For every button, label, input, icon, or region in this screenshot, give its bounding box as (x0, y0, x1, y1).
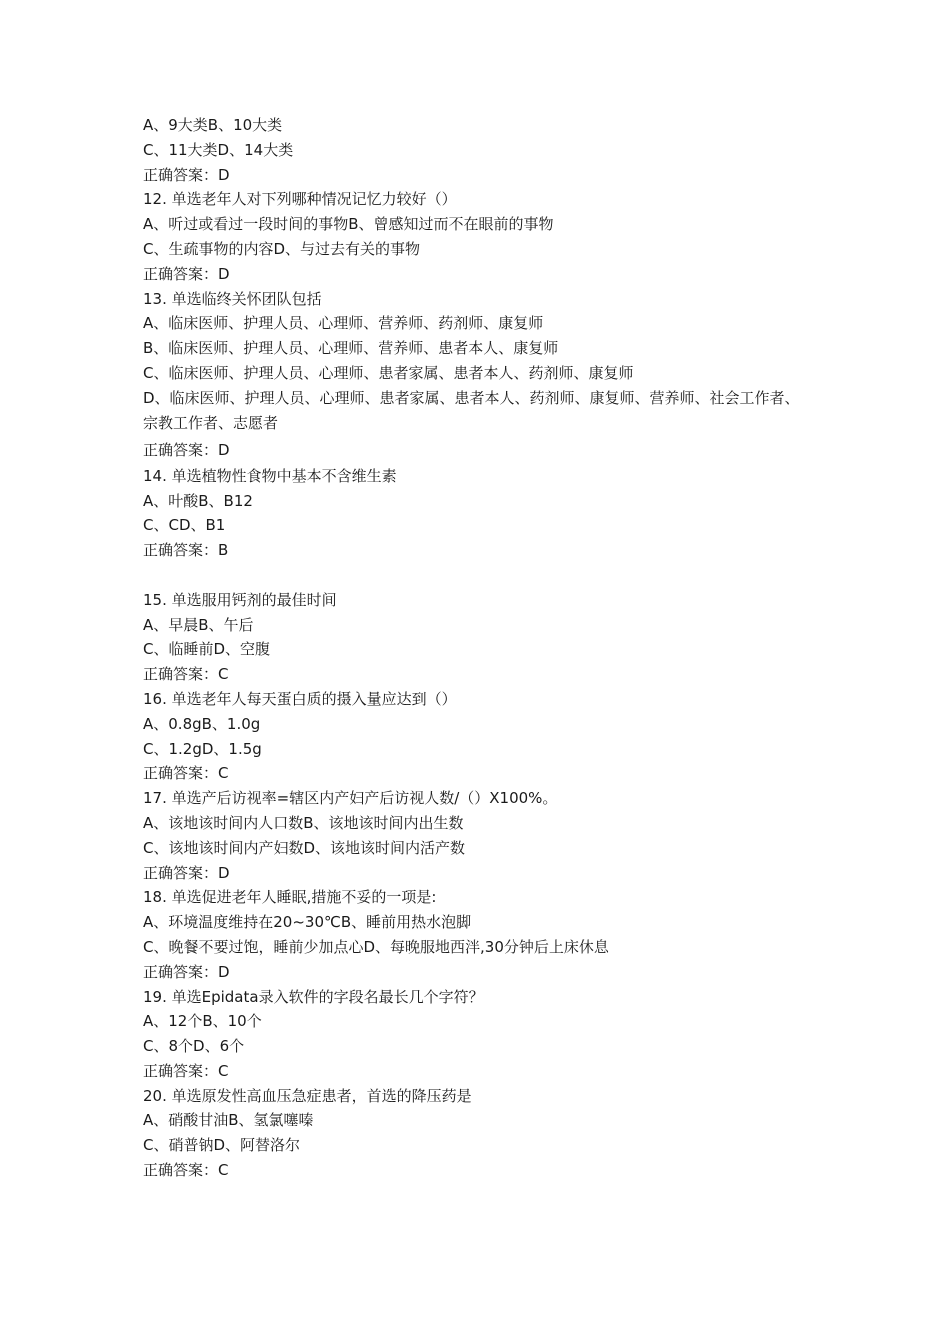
option-line: A、叶酸B、B12 (143, 491, 253, 510)
option-line: C、8个D、6个 (143, 1037, 245, 1056)
answer-line: 正确答案：D (143, 863, 230, 882)
option-line: A、9大类B、10大类 (143, 116, 283, 134)
question-13: 13. 单选临终关怀团队包括 (143, 289, 322, 308)
answer-line: 正确答案：D (143, 962, 230, 981)
question-14: 14. 单选植物性食物中基本不含维生素 (143, 466, 397, 485)
question-16: 16. 单选老年人每天蛋白质的摄入量应达到（） (143, 689, 457, 708)
option-line: C、1.2gD、1.5g (143, 739, 262, 758)
option-line: A、硝酸甘油B、氢氯噻嗪 (143, 1111, 314, 1130)
option-line: A、早晨B、午后 (143, 615, 254, 634)
question-12: 12. 单选老年人对下列哪种情况记忆力较好（） (143, 190, 457, 209)
answer-line: 正确答案：C (143, 764, 229, 783)
option-line: A、12个B、10个 (143, 1012, 262, 1031)
blank-line (143, 563, 823, 588)
answer-line: 正确答案：C (143, 665, 229, 684)
question-20: 20. 单选原发性高血压急症患者，首选的降压药是 (143, 1086, 472, 1105)
answer-line: 正确答案：C (143, 1161, 229, 1180)
option-line: B、临床医师、护理人员、心理师、营养师、患者本人、康复师 (143, 339, 559, 358)
option-line: C、CD、B1 (143, 516, 226, 535)
answer-line: 正确答案：D (143, 165, 230, 184)
option-line: C、11大类D、14大类 (143, 140, 294, 159)
option-line: A、环境温度维持在20~30℃B、睡前用热水泡脚 (143, 913, 472, 932)
question-list (143, 113, 823, 1183)
option-line: A、听过或看过一段时间的事物B、曾感知过而不在眼前的事物 (143, 215, 554, 234)
answer-line: 正确答案：D (143, 264, 230, 283)
question-17: 17. 单选产后访视率=辖区内产妇产后访视人数/（）X100%。 (143, 789, 558, 808)
option-line: A、该地该时间内人口数B、该地该时间内出生数 (143, 813, 464, 832)
option-line: D、临床医师、护理人员、心理师、患者家属、患者本人、药剂师、康复师、营养师、社会工作者、宗教工作者、志愿者 (143, 388, 800, 432)
question-19: 19. 单选Epidata录入软件的字段名最长几个字符？ (143, 987, 484, 1006)
option-line: A、0.8gB、1.0g (143, 714, 261, 733)
answer-line: 正确答案：B (143, 541, 229, 560)
question-18: 18. 单选促进老年人睡眠,措施不妥的一项是: (143, 888, 437, 907)
option-line: C、硝普钠D、阿替洛尔 (143, 1136, 301, 1155)
option-line: C、临睡前D、空腹 (143, 640, 271, 659)
option-line: C、该地该时间内产妇数D、该地该时间内活产数 (143, 838, 466, 857)
answer-line: 正确答案：D (143, 440, 230, 459)
answer-line: 正确答案：C (143, 1061, 229, 1080)
option-line: C、临床医师、护理人员、心理师、患者家属、患者本人、药剂师、康复师 (143, 363, 634, 382)
option-line: A、临床医师、护理人员、心理师、营养师、药剂师、康复师 (143, 314, 544, 333)
question-15: 15. 单选服用钙剂的最佳时间 (143, 590, 337, 609)
option-line: C、晚餐不要过饱，睡前少加点心D、每晚服地西泮,30分钟后上床休息 (143, 937, 609, 956)
option-line: C、生疏事物的内容D、与过去有关的事物 (143, 239, 421, 258)
